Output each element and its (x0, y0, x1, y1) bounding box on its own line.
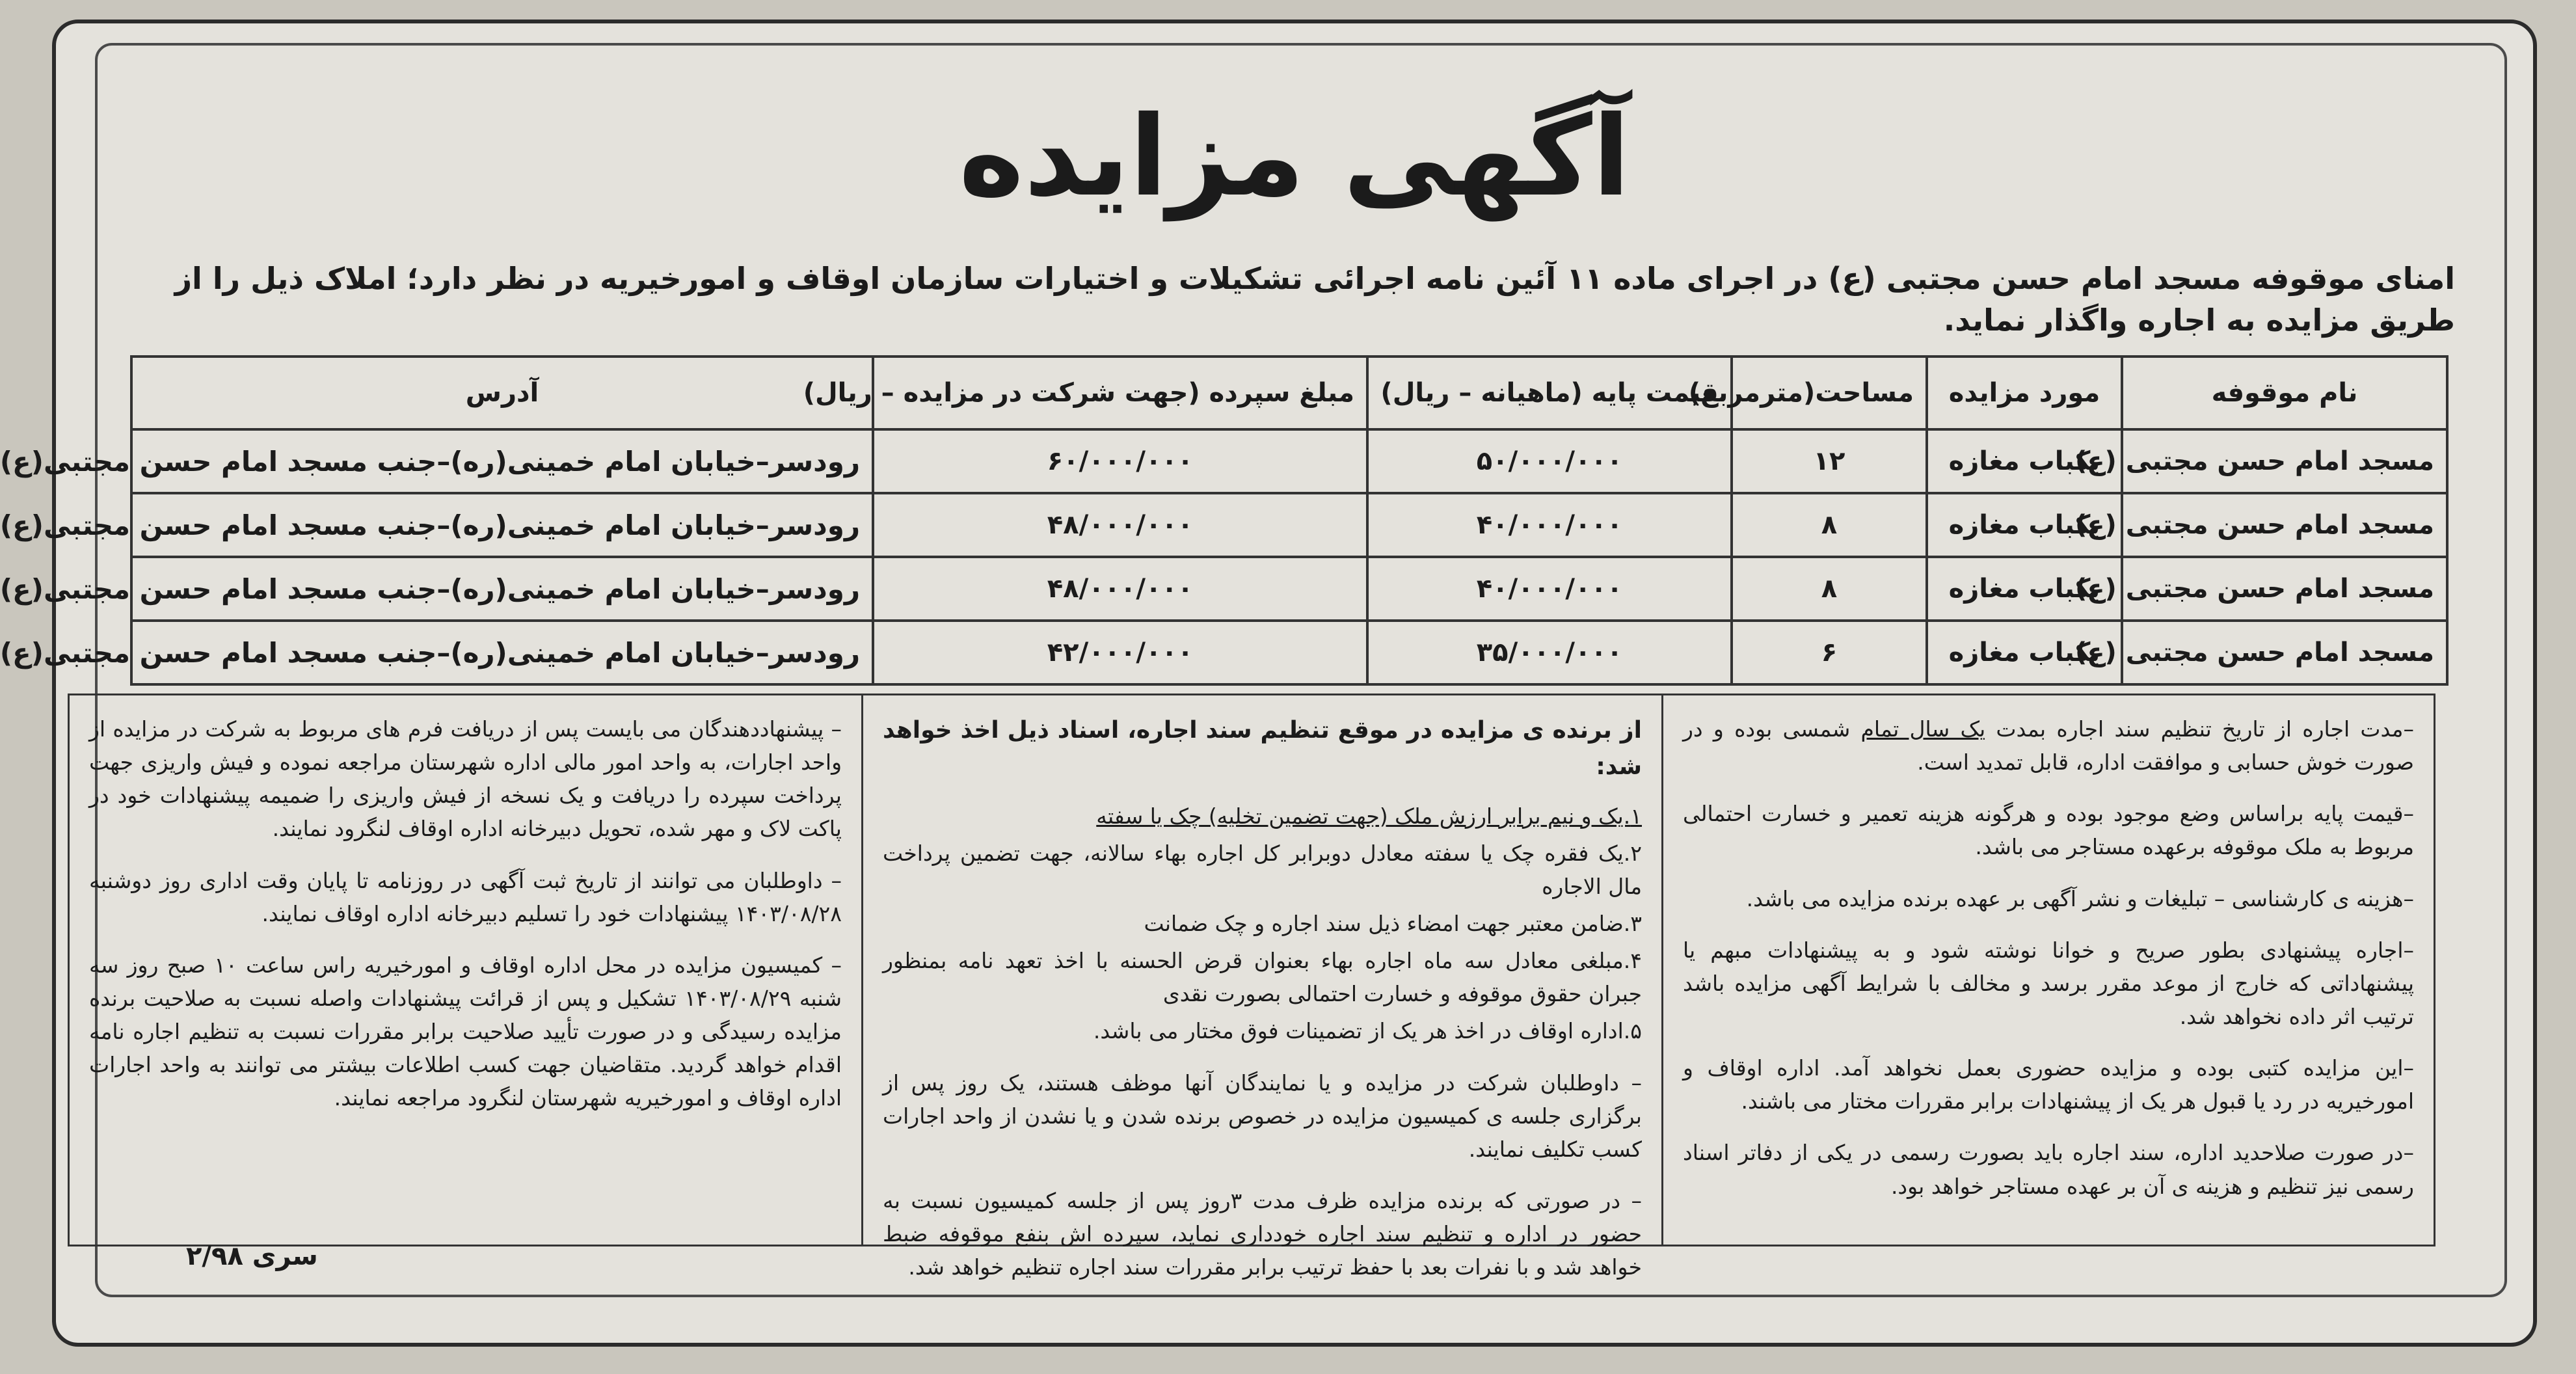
properties-table (0, 355, 2449, 686)
guarantee-item: ۱.یک و نیم برابر ارزش ملک (جهت تضمین تخلیه) چک یا سفته (1096, 803, 1642, 829)
cell-deposit: ۶۰/۰۰۰/۰۰۰ (873, 429, 1367, 493)
cell-item: یکباب مغازه (1927, 557, 2122, 621)
condition-official-deed: –در صورت صلاحدید اداره، سند اجاره باید بصورت رسمی در یکی از دفاتر اسناد رسمی نیز تنظیم و هزینه ی آن بر عهده مستاجر خواهد بود. (1683, 1140, 2414, 1199)
terms-column-guarantees (861, 694, 1661, 1280)
header-address: آدرس (131, 357, 873, 429)
cell-item: یکباب مغازه (1927, 429, 2122, 493)
cell-name: مسجد امام حسن مجتبی (ع) (2122, 621, 2447, 684)
terms-column-conditions (1661, 694, 2435, 1246)
procedure-note: – کمیسیون مزایده در محل اداره اوقاف و امورخیریه راس ساعت ۱۰ صبح روز سه شنبه ۱۴۰۳/۰۸/۲۹ تشکیل و پس از قرائت پیشنهادات واصله نسبت به صلاحیت برنده مزایده رسیدگی و در صورت تأیید صلاحیت برابر مقررات نسبت به تنظیم اجاره نامه اقدام خواهد گردید. متقاضیان جهت کسب اطلاعات بیشتر می توانند به واحد اجارات اداره اوقاف و امورخیریه شهرستان لنگرود مراجعه نمایند. (89, 952, 842, 1111)
table-header-row (131, 357, 2447, 429)
notice-title: آگهی مزایده (958, 92, 1631, 221)
condition-proposal: –اجاره پیشنهادی بطور صریح و خوانا نوشته شود و به پیشنهادات مبهم یا پیشنهاداتی که خارج از موعد مقرر برسد و مخالف با شرایط آگهی مزایده باشد ترتیب اثر داده نخواهد شد. (1683, 937, 2414, 1029)
notice-paper (0, 20, 2537, 1347)
cell-price: ۴۰/۰۰۰/۰۰۰ (1367, 493, 1732, 557)
table-row (131, 493, 2447, 557)
guarantee-item: ۳.ضامن معتبر جهت امضاء ذیل سند اجاره و چک ضمانت (1144, 911, 1642, 937)
series-number: سری ۲/۹۸ (186, 1241, 318, 1271)
header-item: مورد مزایده (1927, 357, 2122, 429)
header-area: مساحت(مترمربع) (1732, 357, 1927, 429)
cell-name: مسجد امام حسن مجتبی (ع) (2122, 429, 2447, 493)
condition-text-underlined: یک سال تمام (1860, 716, 1986, 742)
cell-area: ۸ (1732, 493, 1927, 557)
condition-text: شمسی بوده و در صورت خوش حسابی و موافقت اداره، قابل تمدید است. (1683, 716, 2414, 775)
cell-item: یکباب مغازه (1927, 493, 2122, 557)
guarantee-item: ۴.مبلغی معادل سه ماه اجاره بهاء بعنوان قرض الحسنه با اخذ تعهد نامه بمنظور جبران حقوق موقوفه و خسارت احتمالی بصورت نقدی (883, 948, 1642, 1007)
condition-base-price: –قیمت پایه براساس وضع موجود بوده و هرگونه هزینه تعمیر و خسارت احتمالی مربوط به ملک موقوفه برعهده مستاجر می باشد. (1683, 801, 2414, 860)
procedure-note: – پیشنهاددهندگان می بایست پس از دریافت فرم های مربوط به شرکت در مزایده از واحد اجارات، به واحد امور مالی اداره شهرستان مراجعه نموده و فیش واریزی جهت پرداخت سپرده را دریافت و یک نسخه از فیش واریزی را ضمیمه پیشنهادات خود در پاکت لاک و مهر شده، تحویل دبیرخانه اداره اوقاف لنگرود نمایند. (89, 716, 842, 842)
condition-costs: –هزینه ی کارشناسی – تبلیغات و نشر آگهی بر عهده برنده مزایده می باشد. (1746, 885, 2414, 911)
cell-item: یکباب مغازه (1927, 621, 2122, 684)
cell-address: رودسر–خیابان امام خمینی(ره)–جنب مسجد امام حسن مجتبی(ع) (131, 557, 873, 621)
cell-address: رودسر–خیابان امام خمینی(ره)–جنب مسجد امام حسن مجتبی(ع) (131, 429, 873, 493)
condition-text: –مدت اجاره از تاریخ تنظیم سند اجاره بمدت (1985, 716, 2414, 742)
cell-address: رودسر–خیابان امام خمینی(ره)–جنب مسجد امام حسن مجتبی(ع) (131, 621, 873, 684)
condition-lease-term (1683, 712, 2414, 779)
guarantee-note: – داوطلبان شرکت در مزایده و یا نمایندگان آنها موظف هستند، یک روز پس از برگزاری جلسه ی کمیسیون مزایده در خصوص برنده شدن و یا نشدن از واحد اجارات کسب تکلیف نمایند. (883, 1070, 1642, 1162)
procedure-note: – داوطلبان می توانند از تاریخ ثبت آگهی در روزنامه تا پایان وقت اداری روز دوشنبه ۱۴۰۳/۰۸/۲۸ پیشنهادات خود را تسلیم دبیرخانه اداره اوقاف نمایند. (89, 867, 842, 926)
cell-area: ۱۲ (1732, 429, 1927, 493)
cell-price: ۵۰/۰۰۰/۰۰۰ (1367, 429, 1732, 493)
cell-deposit: ۴۸/۰۰۰/۰۰۰ (873, 557, 1367, 621)
header-deposit: مبلغ سپرده (جهت شرکت در مزایده – ریال) (873, 357, 1367, 429)
header-name: نام موقوفه (2122, 357, 2447, 429)
cell-deposit: ۴۸/۰۰۰/۰۰۰ (873, 493, 1367, 557)
cell-price: ۴۰/۰۰۰/۰۰۰ (1367, 557, 1732, 621)
cell-price: ۳۵/۰۰۰/۰۰۰ (1367, 621, 1732, 684)
guarantees-heading: از برنده ی مزایده در موقع تنظیم سند اجاره، اسناد ذیل اخذ خواهد شد: (883, 717, 1642, 780)
guarantee-item: ۲.یک فقره چک یا سفته معادل دوبرابر کل اجاره بهاء سالانه، جهت تضمین پرداخت مال الاجاره (883, 840, 1642, 899)
guarantee-note: – در صورتی که برنده مزایده ظرف مدت ۳روز پس از جلسه کمیسیون نسبت به حضور در اداره و تنظیم سند اجاره خودداری نماید، سپرده اش بنفع موقوفه ضبط خواهد شد و با نفرات بعد با حفظ ترتیب برابر مقررات سند اجاره تنظیم خواهد شد. (883, 1188, 1642, 1280)
cell-area: ۶ (1732, 621, 1927, 684)
terms-column-procedure (68, 694, 861, 1246)
notice-intro: امنای موقوفه مسجد امام حسن مجتبی (ع) در اجرای ماده ۱۱ آئین نامه اجرائی تشکیلات و اختیارات سازمان اوقاف و امورخیریه در نظر دارد؛ املاک ذیل را از طریق مزایده به اجاره واگذار نماید. (174, 261, 2455, 338)
table-row (131, 557, 2447, 621)
header-price: قیمت پایه (ماهیانه – ریال) (1367, 357, 1732, 429)
condition-written-auction: –این مزایده کتبی بوده و مزایده حضوری بعمل نخواهد آمد. اداره اوقاف و امورخیریه در رد یا قبول هر یک از پیشنهادات برابر مقررات مختار می باشند. (1683, 1055, 2414, 1114)
cell-name: مسجد امام حسن مجتبی (ع) (2122, 493, 2447, 557)
table-row (131, 429, 2447, 493)
cell-name: مسجد امام حسن مجتبی (ع) (2122, 557, 2447, 621)
cell-deposit: ۴۲/۰۰۰/۰۰۰ (873, 621, 1367, 684)
table-row (131, 621, 2447, 684)
cell-address: رودسر–خیابان امام خمینی(ره)–جنب مسجد امام حسن مجتبی(ع) (131, 493, 873, 557)
guarantee-item: ۵.اداره اوقاف در اخذ هر یک از تضمینات فوق مختار می باشد. (1093, 1018, 1642, 1044)
cell-area: ۸ (1732, 557, 1927, 621)
